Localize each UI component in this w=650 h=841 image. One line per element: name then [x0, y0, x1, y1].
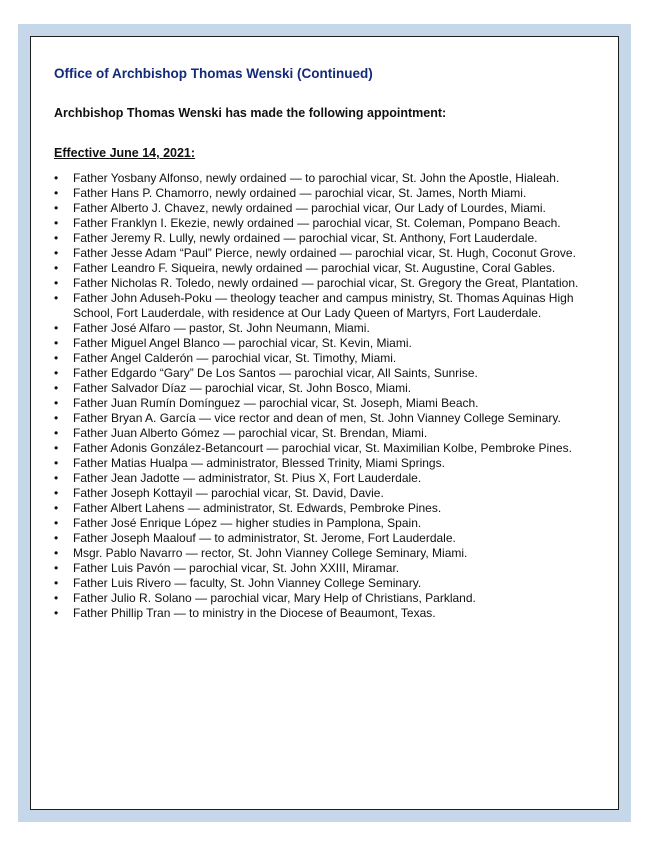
appointment-text: Father John Aduseh-Poku — theology teacher and campus ministry, St. Thomas Aquinas High School, Fort Lauderdale, with residence at Our Lady Queen of Martyrs, Fort Lauderdale.: [73, 291, 574, 320]
appointment-text: Father Miguel Angel Blanco — parochial vicar, St. Kevin, Miami.: [73, 336, 412, 350]
list-item: [54, 456, 594, 471]
bullet-icon: •: [54, 381, 59, 395]
bullet-icon: •: [54, 441, 59, 455]
list-item: [54, 516, 594, 531]
appointment-text: Father José Alfaro — pastor, St. John Neumann, Miami.: [73, 321, 370, 335]
list-item: [54, 291, 594, 321]
bullet-icon: •: [54, 591, 59, 605]
list-item: [54, 486, 594, 501]
list-item: [54, 201, 594, 216]
document-content: [54, 65, 594, 621]
bullet-icon: •: [54, 411, 59, 425]
list-item: [54, 396, 594, 411]
bullet-icon: •: [54, 186, 59, 200]
list-item: [54, 171, 594, 186]
list-item: [54, 246, 594, 261]
effective-date: Effective June 14, 2021:: [54, 146, 196, 160]
list-item: [54, 321, 594, 336]
bullet-icon: •: [54, 261, 59, 275]
intro-text: Archbishop Thomas Wenski has made the following appointment:: [54, 106, 447, 120]
list-item: [54, 261, 594, 276]
bullet-icon: •: [54, 426, 59, 440]
appointment-text: Father Alberto J. Chavez, newly ordained — parochial vicar, Our Lady of Lourdes, Miami.: [73, 201, 546, 215]
appointment-text: Father Leandro F. Siqueira, newly ordained — parochial vicar, St. Augustine, Coral Gables.: [73, 261, 556, 275]
list-item: [54, 411, 594, 426]
list-item: [54, 546, 594, 561]
appointment-text: Father Franklyn I. Ekezie, newly ordained — parochial vicar, St. Coleman, Pompano Beach.: [73, 216, 561, 230]
list-item: [54, 216, 594, 231]
list-item: [54, 336, 594, 351]
bullet-icon: •: [54, 471, 59, 485]
bullet-icon: •: [54, 501, 59, 515]
appointment-text: Father Joseph Maalouf — to administrator, St. Jerome, Fort Lauderdale.: [73, 531, 456, 545]
appointment-text: Msgr. Pablo Navarro — rector, St. John Vianney College Seminary, Miami.: [73, 546, 468, 560]
appointment-text: Father Jesse Adam “Paul” Pierce, newly ordained — parochial vicar, St. Hugh, Coconut Grove.: [73, 246, 576, 260]
list-item: [54, 426, 594, 441]
bullet-icon: •: [54, 576, 59, 590]
list-item: [54, 591, 594, 606]
bullet-icon: •: [54, 456, 59, 470]
bullet-icon: •: [54, 396, 59, 410]
bullet-icon: •: [54, 216, 59, 230]
list-item: [54, 231, 594, 246]
bullet-icon: •: [54, 366, 59, 380]
appointment-text: Father Matias Hualpa — administrator, Blessed Trinity, Miami Springs.: [73, 456, 445, 470]
appointment-text: Father Juan Alberto Gómez — parochial vicar, St. Brendan, Miami.: [73, 426, 428, 440]
bullet-icon: •: [54, 531, 59, 545]
bullet-icon: •: [54, 201, 59, 215]
bullet-icon: •: [54, 276, 59, 290]
bullet-icon: •: [54, 486, 59, 500]
page-frame: [18, 24, 631, 822]
list-item: [54, 576, 594, 591]
bullet-icon: •: [54, 336, 59, 350]
bullet-icon: •: [54, 291, 59, 305]
bullet-icon: •: [54, 546, 59, 560]
list-item: [54, 501, 594, 516]
list-item: [54, 276, 594, 291]
appointment-text: Father Phillip Tran — to ministry in the Diocese of Beaumont, Texas.: [73, 606, 436, 620]
list-item: [54, 561, 594, 576]
appointment-text: Father Bryan A. García — vice rector and dean of men, St. John Vianney College Seminary.: [73, 411, 561, 425]
list-item: [54, 186, 594, 201]
appointment-text: Father Jean Jadotte — administrator, St. Pius X, Fort Lauderdale.: [73, 471, 422, 485]
appointment-text: Father Nicholas R. Toledo, newly ordained — parochial vicar, St. Gregory the Great, Plantation.: [73, 276, 579, 290]
bullet-icon: •: [54, 246, 59, 260]
list-item: [54, 366, 594, 381]
bullet-icon: •: [54, 561, 59, 575]
section-heading: Office of Archbishop Thomas Wenski (Continued): [54, 66, 373, 81]
appointment-text: Father Luis Pavón — parochial vicar, St. John XXIII, Miramar.: [73, 561, 400, 575]
list-item: [54, 531, 594, 546]
bullet-icon: •: [54, 516, 59, 530]
appointment-text: Father Jeremy R. Lully, newly ordained — parochial vicar, St. Anthony, Fort Lauderdale.: [73, 231, 538, 245]
appointment-text: Father Adonis González-Betancourt — parochial vicar, St. Maximilian Kolbe, Pembroke Pines.: [73, 441, 572, 455]
appointment-text: Father Angel Calderón — parochial vicar, St. Timothy, Miami.: [73, 351, 397, 365]
bullet-icon: •: [54, 606, 59, 620]
bullet-icon: •: [54, 351, 59, 365]
list-item: [54, 381, 594, 396]
list-item: [54, 471, 594, 486]
appointment-text: Father Hans P. Chamorro, newly ordained — parochial vicar, St. James, North Miami.: [73, 186, 527, 200]
appointment-text: Father Yosbany Alfonso, newly ordained — to parochial vicar, St. John the Apostle, Hialeah.: [73, 171, 560, 185]
bullet-icon: •: [54, 231, 59, 245]
list-item: [54, 441, 594, 456]
document-page: [30, 36, 619, 810]
appointment-text: Father Edgardo “Gary” De Los Santos — parochial vicar, All Saints, Sunrise.: [73, 366, 478, 380]
bullet-icon: •: [54, 321, 59, 335]
appointment-text: Father José Enrique López — higher studies in Pamplona, Spain.: [73, 516, 422, 530]
appointment-text: Father Juan Rumín Domínguez — parochial vicar, St. Joseph, Miami Beach.: [73, 396, 479, 410]
appointment-text: Father Joseph Kottayil — parochial vicar, St. David, Davie.: [73, 486, 384, 500]
appointment-text: Father Salvador Díaz — parochial vicar, St. John Bosco, Miami.: [73, 381, 412, 395]
list-item: [54, 606, 594, 621]
appointment-text: Father Albert Lahens — administrator, St. Edwards, Pembroke Pines.: [73, 501, 442, 515]
appointment-list: [54, 171, 594, 621]
appointment-text: Father Luis Rivero — faculty, St. John Vianney College Seminary.: [73, 576, 422, 590]
list-item: [54, 351, 594, 366]
appointment-text: Father Julio R. Solano — parochial vicar, Mary Help of Christians, Parkland.: [73, 591, 476, 605]
bullet-icon: •: [54, 171, 59, 185]
